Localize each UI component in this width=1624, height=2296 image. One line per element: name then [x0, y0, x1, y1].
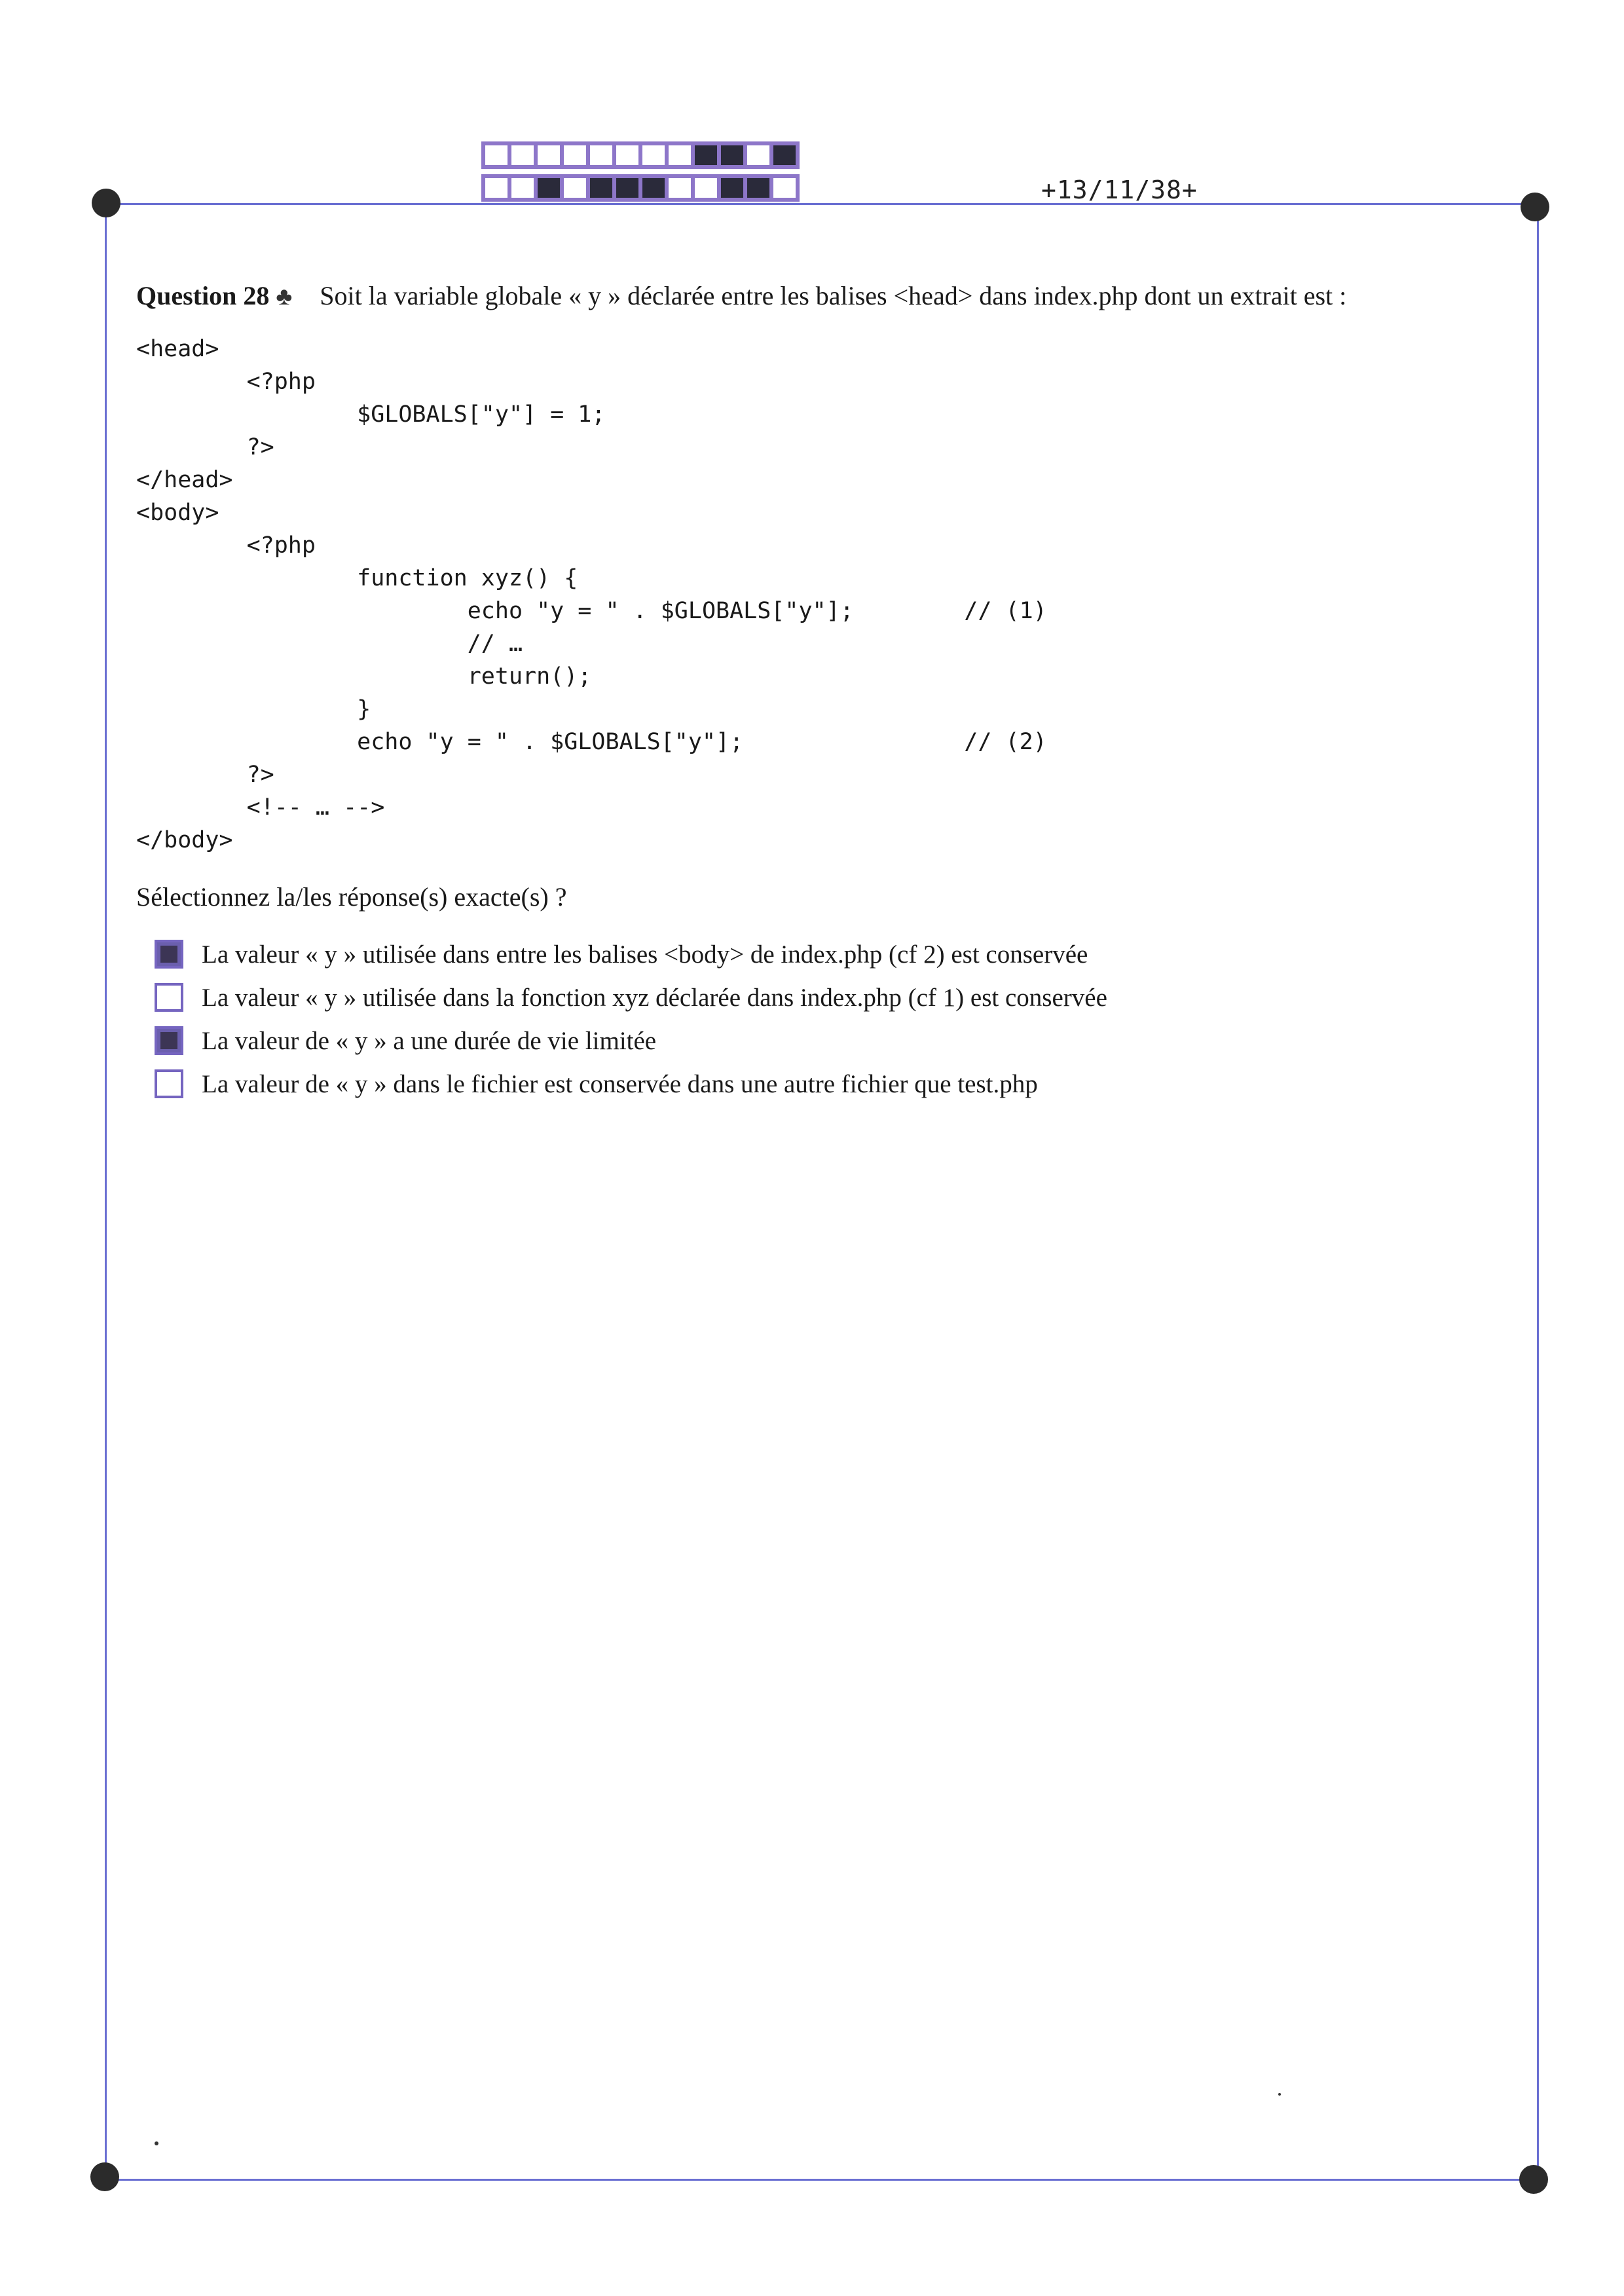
barcode-cell — [536, 176, 562, 200]
barcode-cell — [562, 143, 588, 167]
unchecked-box-icon[interactable] — [155, 1069, 183, 1098]
barcode-cell — [693, 176, 719, 200]
corner-mark-top-right — [1521, 193, 1549, 221]
code-line: $GLOBALS["y"] = 1; — [136, 401, 606, 428]
checked-box-icon[interactable] — [155, 1026, 183, 1055]
barcode-cell — [483, 143, 509, 167]
club-icon: ♣ — [276, 283, 293, 310]
code-line: return(); — [136, 663, 592, 690]
checked-box-icon[interactable] — [155, 940, 183, 969]
code-line: ?> — [136, 434, 274, 460]
code-line: </head> — [136, 467, 233, 493]
code-line: <body> — [136, 500, 219, 526]
answer-option-3 — [155, 1019, 1107, 1062]
question-label: Question 28 — [136, 281, 270, 310]
corner-mark-top-left — [92, 189, 120, 217]
barcode-cell — [667, 143, 693, 167]
barcode-cell — [588, 176, 614, 200]
scan-speck — [1278, 2093, 1281, 2096]
answer-list — [155, 933, 1107, 1105]
barcode-bottom — [481, 174, 800, 202]
barcode-cell — [562, 176, 588, 200]
code-line: echo "y = " . $GLOBALS["y"]; // (2) — [136, 729, 1047, 755]
code-line: <!-- … --> — [136, 794, 385, 821]
page-id: +13/11/38+ — [1041, 176, 1198, 204]
question-text: Soit la variable globale « y » déclarée entre les balises <head> dans index.php dont un extrait est : — [320, 281, 1347, 310]
answer-prompt: Sélectionnez la/les réponse(s) exacte(s) ? — [136, 882, 567, 912]
corner-mark-bottom-right — [1519, 2165, 1548, 2194]
barcode-cell — [509, 176, 536, 200]
barcode-cell — [536, 143, 562, 167]
barcode-cell — [719, 176, 745, 200]
answer-option-2 — [155, 976, 1107, 1019]
barcode-cell — [771, 143, 798, 167]
barcode-cell — [614, 143, 640, 167]
barcode-cell — [640, 143, 667, 167]
frame-left-line — [105, 204, 107, 2179]
code-line: function xyz() { — [136, 565, 578, 591]
frame-bottom-line — [105, 2179, 1539, 2181]
code-line: // … — [136, 631, 523, 657]
scan-speck — [155, 2141, 158, 2145]
answer-text: La valeur de « y » dans le fichier est conservée dans une autre fichier que test.php — [202, 1069, 1038, 1098]
barcode-cell — [771, 176, 798, 200]
unchecked-box-icon[interactable] — [155, 983, 183, 1012]
answer-text: La valeur de « y » a une durée de vie limitée — [202, 1026, 657, 1055]
answer-option-4 — [155, 1062, 1107, 1105]
code-listing — [136, 333, 1047, 857]
barcode-cell — [745, 176, 771, 200]
answer-text: La valeur « y » utilisée dans entre les balises <body> de index.php (cf 2) est conservée — [202, 940, 1088, 969]
code-line: ?> — [136, 762, 274, 788]
code-line: <?php — [136, 532, 316, 559]
frame-right-line — [1537, 207, 1539, 2179]
barcode-cell — [719, 143, 745, 167]
barcode-cell — [667, 176, 693, 200]
barcode-cell — [614, 176, 640, 200]
answer-option-1 — [155, 933, 1107, 976]
barcode-cell — [640, 176, 667, 200]
code-line: </body> — [136, 827, 233, 853]
barcode-cell — [693, 143, 719, 167]
barcode-cell — [509, 143, 536, 167]
barcode-cell — [588, 143, 614, 167]
code-line: echo "y = " . $GLOBALS["y"]; // (1) — [136, 598, 1047, 624]
barcode-top — [481, 141, 800, 169]
barcode-cell — [745, 143, 771, 167]
frame-top-line — [105, 203, 1539, 205]
question-heading — [136, 280, 1346, 311]
answer-text: La valeur « y » utilisée dans la fonction xyz déclarée dans index.php (cf 1) est conservée — [202, 983, 1107, 1012]
code-line: <head> — [136, 336, 219, 362]
barcode-cell — [483, 176, 509, 200]
code-line: <?php — [136, 369, 316, 395]
corner-mark-bottom-left — [90, 2162, 119, 2191]
code-line: } — [136, 696, 371, 722]
